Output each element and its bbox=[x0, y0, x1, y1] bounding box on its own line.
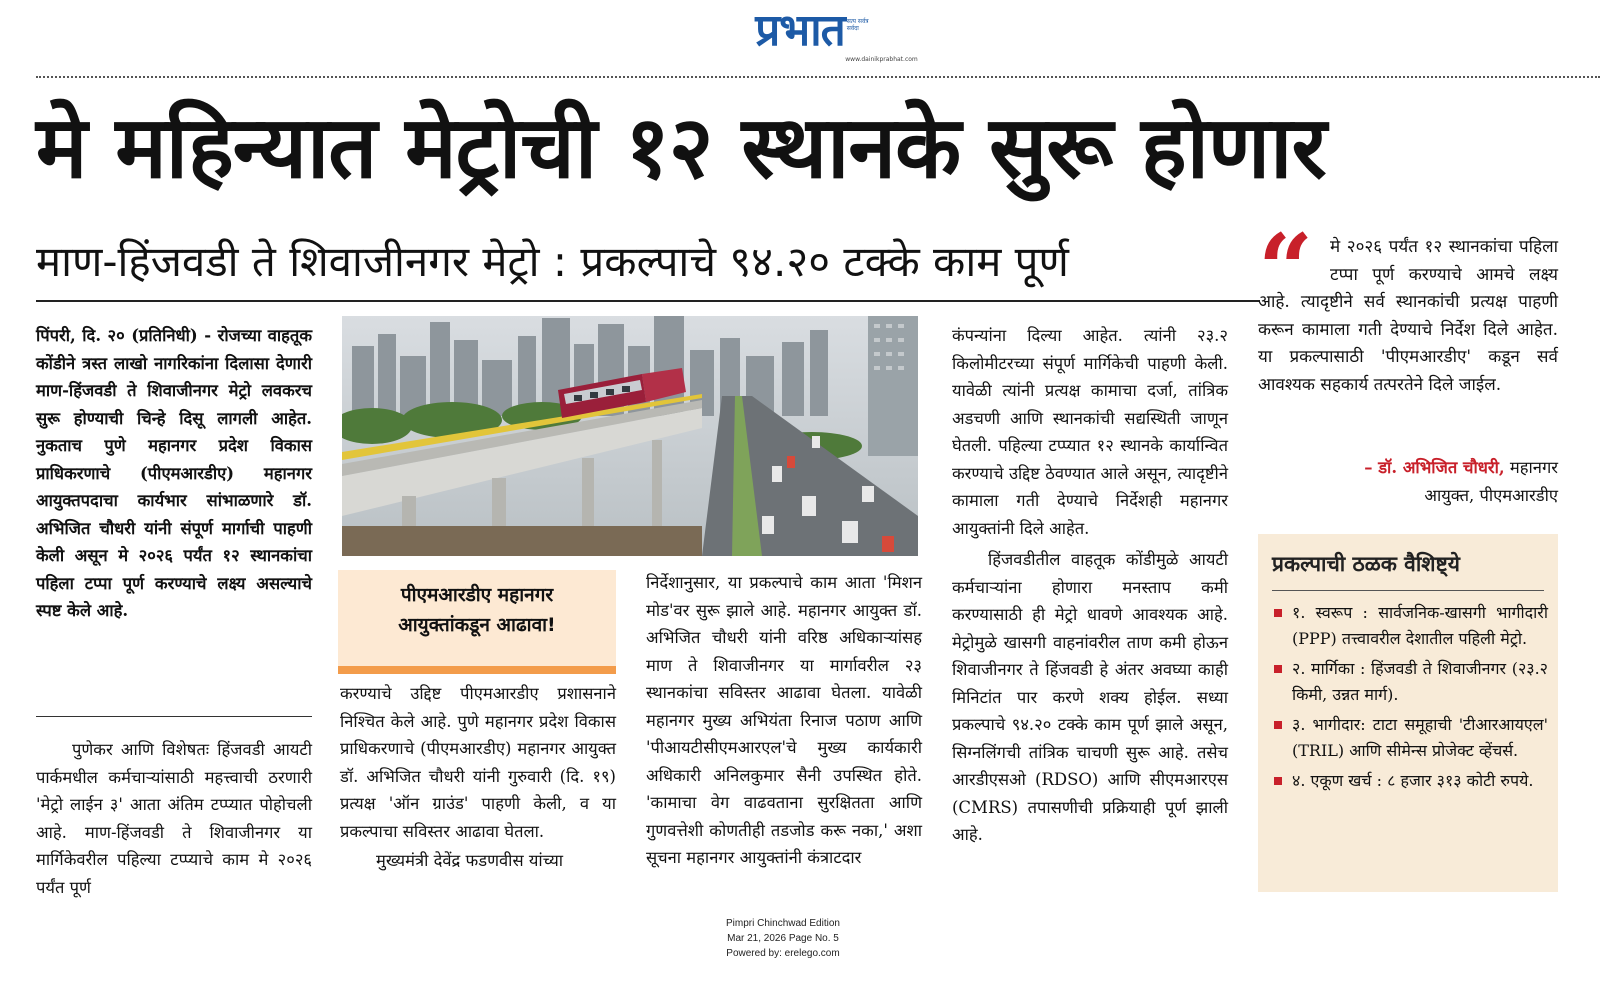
subheadline-divider bbox=[36, 300, 1260, 302]
callout-line-2: आयुक्तांकडून आढावा! bbox=[398, 614, 556, 636]
features-box bbox=[1258, 534, 1558, 892]
bullet-square-icon bbox=[1274, 721, 1282, 729]
prabhat-logo[interactable] bbox=[755, 5, 918, 63]
feature-text: ४. एकूण खर्च : ८ हजार ३१३ कोटी रुपये. bbox=[1292, 771, 1534, 790]
feature-item bbox=[1272, 768, 1548, 794]
attribution-role-2: आयुक्त, पीएमआरडीए bbox=[1424, 485, 1558, 505]
quote-attribution bbox=[1258, 454, 1558, 509]
logo-url: www.dainikprabhat.com bbox=[845, 56, 918, 63]
article-column-1-body bbox=[36, 736, 312, 901]
feature-text: ३. भागीदार: टाटा समूहाची 'टीआरआयएल' (TRIL) आणि सीमेन्स प्रोजेक्ट व्हेंचर्स. bbox=[1292, 715, 1548, 760]
features-list bbox=[1272, 600, 1548, 798]
feature-text: २. मार्गिका : हिंजवडी ते शिवाजीनगर (२३.२ किमी, उन्नत मार्ग). bbox=[1292, 659, 1548, 704]
logo-tagline: सत्य सर्वत्र सर्वदा bbox=[846, 18, 869, 32]
headline: मे महिन्यात मेट्रोची १२ स्थानके सुरू होणार bbox=[36, 98, 1326, 198]
masthead-divider bbox=[36, 76, 1600, 78]
page-footer bbox=[0, 916, 1566, 961]
masthead bbox=[0, 5, 1600, 63]
feature-text: १. स्वरूप : सार्वजनिक-खासगी भागीदारी (PPP) तत्त्वावरील देशातील पहिली मेट्रो. bbox=[1292, 603, 1548, 648]
powered-by-link[interactable]: Powered by: erelego.com bbox=[726, 948, 840, 959]
features-title: प्रकल्पाची ठळक वैशिष्ट्ये bbox=[1272, 552, 1460, 576]
callout-heading bbox=[338, 580, 616, 640]
article-column-4 bbox=[952, 322, 1228, 849]
date-page-label: Mar 21, 2026 Page No. 5 bbox=[727, 933, 839, 944]
bullet-square-icon bbox=[1274, 665, 1282, 673]
attribution-role: महानगर bbox=[1509, 458, 1558, 477]
article-paragraph: कंपन्यांना दिल्या आहेत. त्यांनी २३.२ किलोमीटरच्या संपूर्ण मार्गिकेची पाहणी केली. यावेळी त्यांनी प्रत्यक्ष कामाचा दर्जा, तांत्रिक अडचणी आणि स्थानकांची सद्यस्थिती जाणून घेतली. पहिल्या टप्प्यात १२ स्थानके कार्यान्वित करण्याचे उद्दिष्ट ठेवण्यात आले असून, त्यादृष्टीने कामाला गती देण्याचे निर्देशही महानगर आयुक्तांनी दिले आहेत. bbox=[952, 326, 1228, 538]
bullet-square-icon bbox=[1274, 609, 1282, 617]
edition-label: Pimpri Chinchwad Edition bbox=[726, 918, 840, 929]
pull-quote: मे २०२६ पर्यंत १२ स्थानकांचा पहिला टप्पा पूर्ण करण्याचे आमचे लक्ष्य आहे. त्यादृष्टीने सर्व स्थानकांची प्रत्यक्ष पाहणी करून कामाला गती देण्याचे निर्देश दिले आहेत. या प्रकल्पासाठी 'पीएमआरडीए' कडून सर्व आवश्यक सहकार्य तत्परतेने दिले जाईल. bbox=[1258, 237, 1558, 395]
metro-photo-illustration bbox=[342, 316, 918, 556]
article-column-2 bbox=[340, 680, 616, 875]
article-paragraph: करण्याचे उद्दिष्ट पीएमआरडीए प्रशासनाने निश्चित केले आहे. पुणे महानगर प्रदेश विकास प्राधिकरणाचे (पीएमआरडीए) महानगर आयुक्त डॉ. अभिजित चौधरी यांनी गुरुवारी (दि. १९) प्रत्यक्ष 'ऑन ग्राउंड' पाहणी केली, व या प्रकल्पाचा सविस्तर आढावा घेतला. bbox=[340, 684, 616, 841]
article-paragraph: मुख्यमंत्री देवेंद्र फडणवीस यांच्या bbox=[376, 851, 564, 870]
subheadline: माण-हिंजवडी ते शिवाजीनगर मेट्रो : प्रकल्पाचे ९४.२० टक्के काम पूर्ण bbox=[36, 237, 1069, 286]
metro-photo[interactable] bbox=[342, 316, 918, 556]
article-paragraph: निर्देशानुसार, या प्रकल्पाचे काम आता 'मिशन मोड'वर सुरू झाले आहे. महानगर आयुक्त डॉ. अभिजित चौधरी यांनी वरिष्ठ अधिकाऱ्यांसह माण ते शिवाजीनगर या मार्गावरील २३ स्थानकांचा सविस्तर आढावा घेतला. यावेळी महानगर मुख्य अभियंता रिनाज पठाण आणि 'पीआयटीसीएमआरएल'चे मुख्य कार्यकारी अधिकारी अनिलकुमार सैनी उपस्थित होते. 'कामाचा वेग वाढवताना सुरक्षितता आणि गुणवत्तेशी कोणतीही तडजोड करू नका,' अशा सूचना महानगर आयुक्तांनी कंत्राटदार bbox=[646, 573, 922, 867]
features-divider bbox=[1272, 590, 1544, 591]
lead-divider bbox=[36, 716, 312, 717]
bullet-square-icon bbox=[1274, 777, 1282, 785]
article-paragraph: पुणेकर आणि विशेषतः हिंजवडी आयटी पार्कमधील कर्मचाऱ्यांसाठी महत्त्वाची ठरणारी 'मेट्रो लाईन ३' आता अंतिम टप्प्यात पोहोचली आहे. माण-हिंजवडी ते शिवाजीनगर या मार्गिकेवरील पहिल्या टप्प्याचे काम मे २०२६ पर्यंत पूर्ण bbox=[36, 740, 312, 897]
article-column-1 bbox=[36, 322, 312, 625]
attribution-name: – डॉ. अभिजित चौधरी, bbox=[1364, 458, 1505, 477]
callout-box bbox=[338, 570, 616, 674]
feature-item bbox=[1272, 656, 1548, 708]
feature-item bbox=[1272, 712, 1548, 764]
article-column-3 bbox=[646, 569, 922, 872]
feature-item bbox=[1272, 600, 1548, 652]
quote-mark-icon: “ bbox=[1258, 213, 1314, 326]
article-lead-paragraph: पिंपरी, दि. २० (प्रतिनिधी) - रोजच्या वाहतूक कोंडीने त्रस्त लाखो नागरिकांना दिलासा देणारी माण-हिंजवडी ते शिवाजीनगर मेट्रो लवकरच सुरू होण्याची चिन्हे दिसू लागली आहेत. नुकताच पुणे महानगर प्रदेश विकास प्राधिकरणाचे (पीएमआरडीए) महानगर आयुक्तपदाचा कार्यभार सांभाळणारे डॉ. अभिजित चौधरी यांनी संपूर्ण मार्गाची पाहणी केली असून मे २०२६ पर्यंत १२ स्थानकांचा पहिला टप्पा पूर्ण करण्याचे लक्ष्य असल्याचे स्पष्ट केले आहे. bbox=[36, 326, 312, 620]
article-paragraph: हिंजवडीतील वाहतूक कोंडीमुळे आयटी कर्मचाऱ्यांना होणारा मनस्ताप कमी करण्यासाठी ही मेट्रो धावणे आवश्यक आहे. मेट्रोमुळे खासगी वाहनांवरील ताण कमी होऊन शिवाजीनगर ते हिंजवडी हे अंतर अवघ्या काही मिनिटांत पार करणे शक्य होईल. सध्या प्रकल्पाचे ९४.२० टक्के काम पूर्ण झाले असून, सिग्नलिंगची तांत्रिक चाचणी सुरू आहे. तसेच आरडीएसओ (RDSO) आणि सीएमआरएस (CMRS) तपासणीची प्रक्रियाही पूर्ण झाली आहे. bbox=[952, 550, 1228, 844]
logo-wordmark: प्रभात bbox=[755, 5, 845, 56]
callout-line-1: पीएमआरडीए महानगर bbox=[400, 584, 554, 606]
